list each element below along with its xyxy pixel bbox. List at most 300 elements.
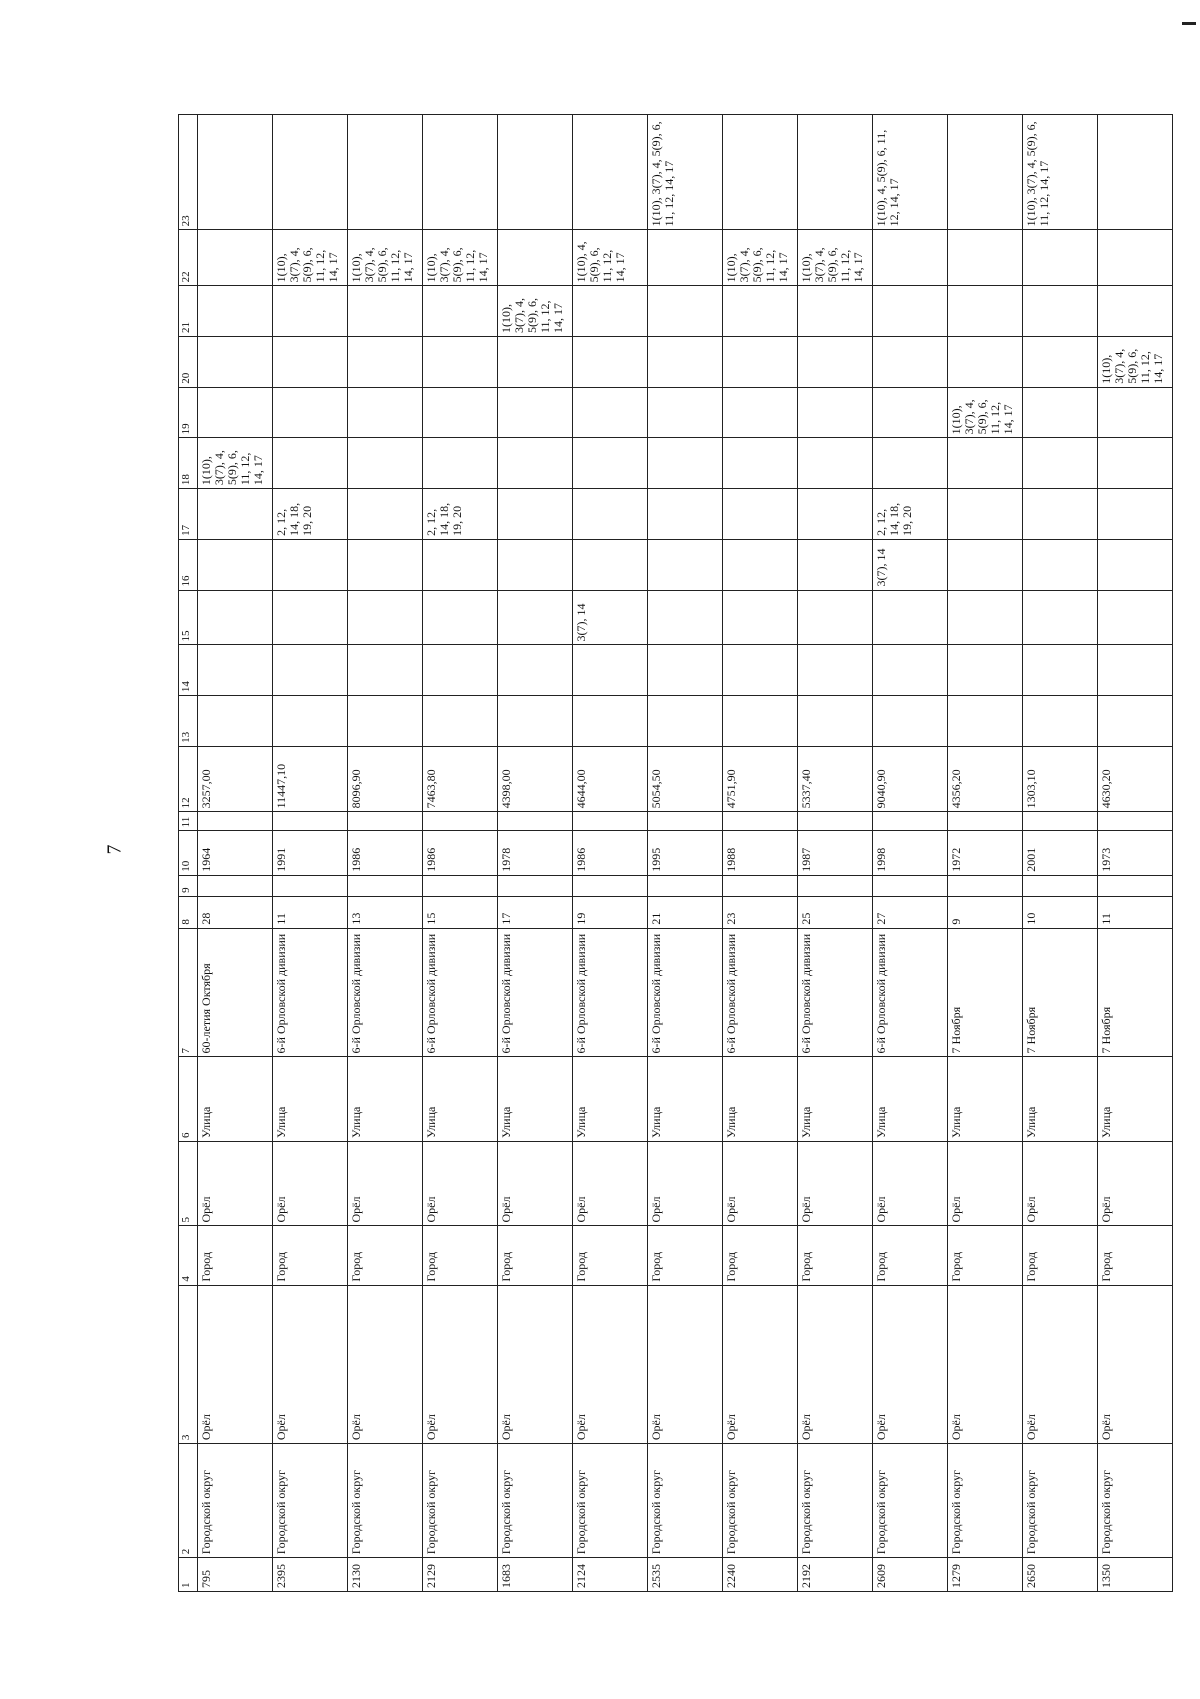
table-cell-col-19 — [1023, 387, 1098, 438]
table-cell-col-22: 1(10), 3(7), 4, 5(9), 6, 11, 12, 14, 17 — [348, 230, 423, 286]
table-cell-col-23 — [423, 115, 498, 230]
table-cell-col-5: Орёл — [1098, 1141, 1173, 1226]
table-cell-col-2: Городской округ — [198, 1444, 273, 1558]
table-cell-col-19 — [348, 387, 423, 438]
column-header-9: 9 — [179, 875, 198, 896]
table-cell-col-7: 6-й Орловской дивизии — [273, 928, 348, 1057]
table-row — [423, 115, 498, 1592]
table-cell-col-13 — [798, 696, 873, 747]
table-cell-col-22 — [1098, 230, 1173, 286]
table-cell-col-21 — [348, 286, 423, 337]
column-header-16: 16 — [179, 539, 198, 590]
table-cell-col-22 — [648, 230, 723, 286]
table-cell-col-11 — [573, 812, 648, 831]
table-cell-col-3: Орёл — [873, 1285, 948, 1443]
register-table — [178, 114, 1173, 1592]
table-cell-col-7: 6-й Орловской дивизии — [648, 928, 723, 1057]
table-cell-col-5: Орёл — [273, 1141, 348, 1226]
table-cell-col-18 — [1098, 438, 1173, 489]
table-cell-col-9 — [723, 875, 798, 896]
table-cell-col-6: Улица — [423, 1057, 498, 1142]
table-cell-col-15: 3(7), 14 — [573, 590, 648, 645]
column-header-3: 3 — [179, 1285, 198, 1443]
table-cell-col-16 — [1023, 539, 1098, 590]
table-cell-col-21 — [798, 286, 873, 337]
column-header-12: 12 — [179, 746, 198, 812]
table-cell-col-2: Городской округ — [1098, 1444, 1173, 1558]
table-cell-col-1: 2650 — [1023, 1558, 1098, 1592]
column-header-21: 21 — [179, 286, 198, 337]
table-cell-col-1: 2130 — [348, 1558, 423, 1592]
table-cell-col-8: 10 — [1023, 896, 1098, 928]
table-cell-col-9 — [648, 875, 723, 896]
table-cell-col-22 — [1023, 230, 1098, 286]
table-cell-col-15 — [948, 590, 1023, 645]
column-header-17: 17 — [179, 489, 198, 540]
table-cell-col-19 — [198, 387, 273, 438]
table-cell-col-23 — [948, 115, 1023, 230]
table-cell-col-22: 1(10), 3(7), 4, 5(9), 6, 11, 12, 14, 17 — [273, 230, 348, 286]
table-cell-col-10: 2001 — [1023, 831, 1098, 875]
table-cell-col-17: 2, 12, 14, 18, 19, 20 — [873, 489, 948, 540]
table-cell-col-4: Город — [273, 1226, 348, 1285]
table-cell-col-20 — [798, 337, 873, 388]
table-cell-col-12: 4356,20 — [948, 746, 1023, 812]
table-cell-col-12: 4644,00 — [573, 746, 648, 812]
table-cell-col-2: Городской округ — [348, 1444, 423, 1558]
table-cell-col-7: 7 Ноября — [1023, 928, 1098, 1057]
table-cell-col-12: 5337,40 — [798, 746, 873, 812]
table-cell-col-21 — [1023, 286, 1098, 337]
table-cell-col-6: Улица — [1023, 1057, 1098, 1142]
table-cell-col-1: 1350 — [1098, 1558, 1173, 1592]
table-row — [1098, 115, 1173, 1592]
table-cell-col-23 — [573, 115, 648, 230]
table-cell-col-4: Город — [198, 1226, 273, 1285]
table-row — [873, 115, 948, 1592]
table-cell-col-7: 6-й Орловской дивизии — [798, 928, 873, 1057]
table-cell-col-7: 6-й Орловской дивизии — [348, 928, 423, 1057]
table-cell-col-16 — [1098, 539, 1173, 590]
table-cell-col-21 — [723, 286, 798, 337]
table-cell-col-6: Улица — [798, 1057, 873, 1142]
table-cell-col-13 — [423, 696, 498, 747]
table-cell-col-14 — [573, 645, 648, 696]
table-cell-col-5: Орёл — [423, 1141, 498, 1226]
table-cell-col-5: Орёл — [573, 1141, 648, 1226]
table-cell-col-6: Улица — [648, 1057, 723, 1142]
table-cell-col-5: Орёл — [198, 1141, 273, 1226]
table-cell-col-4: Город — [498, 1226, 573, 1285]
table-cell-col-23: 1(10), 3(7), 4, 5(9), 6, 11, 12, 14, 17 — [648, 115, 723, 230]
table-cell-col-9 — [1023, 875, 1098, 896]
table-cell-col-16 — [948, 539, 1023, 590]
table-cell-col-21 — [648, 286, 723, 337]
table-cell-col-2: Городской округ — [573, 1444, 648, 1558]
table-cell-col-5: Орёл — [723, 1141, 798, 1226]
table-cell-col-14 — [873, 645, 948, 696]
table-cell-col-11 — [873, 812, 948, 831]
table-cell-col-20 — [873, 337, 948, 388]
table-cell-col-20: 1(10), 3(7), 4, 5(9), 6, 11, 12, 14, 17 — [1098, 337, 1173, 388]
table-cell-col-22 — [948, 230, 1023, 286]
table-cell-col-8: 15 — [423, 896, 498, 928]
table-cell-col-13 — [1023, 696, 1098, 747]
table-cell-col-12: 4630,20 — [1098, 746, 1173, 812]
table-cell-col-6: Улица — [573, 1057, 648, 1142]
table-cell-col-9 — [798, 875, 873, 896]
scan-edge-mark — [1182, 22, 1196, 25]
table-cell-col-10: 1964 — [198, 831, 273, 875]
table-cell-col-1: 2240 — [723, 1558, 798, 1592]
table-cell-col-9 — [348, 875, 423, 896]
column-header-19: 19 — [179, 387, 198, 438]
table-cell-col-1: 2609 — [873, 1558, 948, 1592]
table-cell-col-17 — [648, 489, 723, 540]
table-cell-col-13 — [498, 696, 573, 747]
page-number: 7 — [103, 844, 126, 855]
table-cell-col-23 — [798, 115, 873, 230]
table-cell-col-16 — [348, 539, 423, 590]
table-cell-col-14 — [498, 645, 573, 696]
table-cell-col-15 — [348, 590, 423, 645]
table-cell-col-12: 7463,80 — [423, 746, 498, 812]
table-cell-col-7: 6-й Орловской дивизии — [873, 928, 948, 1057]
table-cell-col-17 — [348, 489, 423, 540]
table-cell-col-23 — [498, 115, 573, 230]
table-cell-col-6: Улица — [348, 1057, 423, 1142]
table-cell-col-13 — [873, 696, 948, 747]
table-cell-col-14 — [648, 645, 723, 696]
table-cell-col-15 — [798, 590, 873, 645]
table-cell-col-14 — [423, 645, 498, 696]
table-cell-col-21 — [948, 286, 1023, 337]
table-cell-col-15 — [273, 590, 348, 645]
table-cell-col-5: Орёл — [873, 1141, 948, 1226]
table-cell-col-17 — [1098, 489, 1173, 540]
table-cell-col-14 — [798, 645, 873, 696]
table-cell-col-23 — [723, 115, 798, 230]
table-cell-col-4: Город — [723, 1226, 798, 1285]
table-cell-col-10: 1972 — [948, 831, 1023, 875]
table-cell-col-22: 1(10), 3(7), 4, 5(9), 6, 11, 12, 14, 17 — [423, 230, 498, 286]
table-cell-col-13 — [723, 696, 798, 747]
table-cell-col-13 — [273, 696, 348, 747]
table-header-row — [179, 115, 198, 1592]
column-header-18: 18 — [179, 438, 198, 489]
table-cell-col-14 — [273, 645, 348, 696]
table-cell-col-6: Улица — [198, 1057, 273, 1142]
table-cell-col-3: Орёл — [723, 1285, 798, 1443]
table-cell-col-17 — [198, 489, 273, 540]
table-cell-col-3: Орёл — [348, 1285, 423, 1443]
table-cell-col-16 — [423, 539, 498, 590]
table-cell-col-9 — [873, 875, 948, 896]
table-cell-col-8: 25 — [798, 896, 873, 928]
table-cell-col-15 — [198, 590, 273, 645]
table-cell-col-14 — [723, 645, 798, 696]
table-cell-col-19 — [498, 387, 573, 438]
table-cell-col-23 — [273, 115, 348, 230]
column-header-1: 1 — [179, 1558, 198, 1592]
table-cell-col-23 — [1098, 115, 1173, 230]
table-cell-col-11 — [948, 812, 1023, 831]
table-cell-col-20 — [723, 337, 798, 388]
table-cell-col-5: Орёл — [1023, 1141, 1098, 1226]
column-header-4: 4 — [179, 1226, 198, 1285]
table-cell-col-2: Городской округ — [273, 1444, 348, 1558]
table-cell-col-3: Орёл — [948, 1285, 1023, 1443]
table-row — [348, 115, 423, 1592]
table-cell-col-22 — [198, 230, 273, 286]
table-cell-col-17: 2, 12, 14, 18, 19, 20 — [423, 489, 498, 540]
table-cell-col-18 — [498, 438, 573, 489]
table-cell-col-12: 1303,10 — [1023, 746, 1098, 812]
table-cell-col-8: 17 — [498, 896, 573, 928]
table-cell-col-2: Городской округ — [423, 1444, 498, 1558]
table-cell-col-9 — [273, 875, 348, 896]
table-cell-col-15 — [873, 590, 948, 645]
table-cell-col-2: Городской округ — [948, 1444, 1023, 1558]
table-cell-col-5: Орёл — [648, 1141, 723, 1226]
table-cell-col-16 — [198, 539, 273, 590]
table-cell-col-4: Город — [1098, 1226, 1173, 1285]
table-row — [198, 115, 273, 1592]
table-cell-col-6: Улица — [1098, 1057, 1173, 1142]
table-cell-col-18 — [273, 438, 348, 489]
table-cell-col-12: 4398,00 — [498, 746, 573, 812]
table-cell-col-19: 1(10), 3(7), 4, 5(9), 6, 11, 12, 14, 17 — [948, 387, 1023, 438]
table-cell-col-21: 1(10), 3(7), 4, 5(9), 6, 11, 12, 14, 17 — [498, 286, 573, 337]
table-cell-col-3: Орёл — [1098, 1285, 1173, 1443]
table-cell-col-20 — [198, 337, 273, 388]
table-row — [798, 115, 873, 1592]
table-cell-col-16 — [573, 539, 648, 590]
table-cell-col-22: 1(10), 3(7), 4, 5(9), 6, 11, 12, 14, 17 — [798, 230, 873, 286]
table-cell-col-2: Городской округ — [723, 1444, 798, 1558]
table-cell-col-7: 6-й Орловской дивизии — [573, 928, 648, 1057]
table-cell-col-4: Город — [948, 1226, 1023, 1285]
column-header-8: 8 — [179, 896, 198, 928]
table-cell-col-6: Улица — [873, 1057, 948, 1142]
table-cell-col-21 — [423, 286, 498, 337]
table-cell-col-18 — [648, 438, 723, 489]
table-cell-col-17: 2, 12, 14, 18, 19, 20 — [273, 489, 348, 540]
column-header-5: 5 — [179, 1141, 198, 1226]
table-cell-col-23 — [348, 115, 423, 230]
table-cell-col-23 — [198, 115, 273, 230]
table-cell-col-15 — [423, 590, 498, 645]
table-cell-col-18 — [423, 438, 498, 489]
column-header-13: 13 — [179, 696, 198, 747]
table-cell-col-8: 11 — [1098, 896, 1173, 928]
table-cell-col-20 — [423, 337, 498, 388]
table-cell-col-1: 2129 — [423, 1558, 498, 1592]
table-cell-col-16 — [273, 539, 348, 590]
table-cell-col-11 — [723, 812, 798, 831]
table-cell-col-10: 1991 — [273, 831, 348, 875]
table-cell-col-20 — [348, 337, 423, 388]
table-cell-col-9 — [498, 875, 573, 896]
table-cell-col-21 — [273, 286, 348, 337]
table-cell-col-19 — [648, 387, 723, 438]
table-cell-col-21 — [198, 286, 273, 337]
table-cell-col-19 — [798, 387, 873, 438]
table-cell-col-13 — [348, 696, 423, 747]
table-cell-col-16 — [798, 539, 873, 590]
table-cell-col-21 — [1098, 286, 1173, 337]
table-cell-col-20 — [948, 337, 1023, 388]
table-cell-col-7: 7 Ноября — [1098, 928, 1173, 1057]
table-cell-col-19 — [723, 387, 798, 438]
table-cell-col-18 — [1023, 438, 1098, 489]
table-cell-col-12: 8096,90 — [348, 746, 423, 812]
table-cell-col-1: 2395 — [273, 1558, 348, 1592]
table-row — [498, 115, 573, 1592]
table-cell-col-2: Городской округ — [648, 1444, 723, 1558]
table-cell-col-3: Орёл — [498, 1285, 573, 1443]
table-cell-col-22: 1(10), 4, 5(9), 6, 11, 12, 14, 17 — [573, 230, 648, 286]
table-cell-col-20 — [648, 337, 723, 388]
table-cell-col-19 — [423, 387, 498, 438]
table-cell-col-6: Улица — [498, 1057, 573, 1142]
table-cell-col-11 — [423, 812, 498, 831]
table-cell-col-8: 11 — [273, 896, 348, 928]
table-cell-col-18 — [873, 438, 948, 489]
table-cell-col-13 — [573, 696, 648, 747]
table-cell-col-10: 1986 — [423, 831, 498, 875]
column-header-10: 10 — [179, 831, 198, 875]
table-cell-col-6: Улица — [273, 1057, 348, 1142]
table-cell-col-1: 2124 — [573, 1558, 648, 1592]
table-cell-col-17 — [498, 489, 573, 540]
table-row — [948, 115, 1023, 1592]
table-cell-col-11 — [798, 812, 873, 831]
table-cell-col-16 — [648, 539, 723, 590]
table-cell-col-4: Город — [573, 1226, 648, 1285]
table-row — [723, 115, 798, 1592]
table-cell-col-15 — [1023, 590, 1098, 645]
column-header-20: 20 — [179, 337, 198, 388]
column-header-6: 6 — [179, 1057, 198, 1142]
column-header-7: 7 — [179, 928, 198, 1057]
table-cell-col-19 — [573, 387, 648, 438]
table-cell-col-15 — [723, 590, 798, 645]
table-cell-col-1: 1279 — [948, 1558, 1023, 1592]
table-row — [573, 115, 648, 1592]
table-cell-col-2: Городской округ — [873, 1444, 948, 1558]
table-cell-col-11 — [498, 812, 573, 831]
table-cell-col-20 — [498, 337, 573, 388]
table-cell-col-10: 1987 — [798, 831, 873, 875]
table-cell-col-16 — [723, 539, 798, 590]
table-cell-col-8: 28 — [198, 896, 273, 928]
table-cell-col-17 — [1023, 489, 1098, 540]
column-header-23: 23 — [179, 115, 198, 230]
table-cell-col-13 — [198, 696, 273, 747]
table-cell-col-9 — [198, 875, 273, 896]
table-cell-col-9 — [423, 875, 498, 896]
table-cell-col-6: Улица — [948, 1057, 1023, 1142]
table-cell-col-9 — [948, 875, 1023, 896]
table-cell-col-19 — [273, 387, 348, 438]
table-row — [1023, 115, 1098, 1592]
table-cell-col-11 — [198, 812, 273, 831]
table-cell-col-8: 19 — [573, 896, 648, 928]
table-cell-col-10: 1986 — [348, 831, 423, 875]
table-cell-col-16 — [498, 539, 573, 590]
table-cell-col-14 — [948, 645, 1023, 696]
table-cell-col-16: 3(7), 14 — [873, 539, 948, 590]
table-cell-col-17 — [573, 489, 648, 540]
table-cell-col-1: 795 — [198, 1558, 273, 1592]
column-header-2: 2 — [179, 1444, 198, 1558]
table-cell-col-3: Орёл — [423, 1285, 498, 1443]
table-cell-col-23: 1(10), 3(7), 4, 5(9), 6, 11, 12, 14, 17 — [1023, 115, 1098, 230]
rotated-table-sheet — [178, 114, 1165, 1592]
table-cell-col-2: Городской округ — [498, 1444, 573, 1558]
table-cell-col-21 — [573, 286, 648, 337]
table-cell-col-12: 11447,10 — [273, 746, 348, 812]
table-cell-col-8: 9 — [948, 896, 1023, 928]
table-cell-col-4: Город — [348, 1226, 423, 1285]
table-cell-col-3: Орёл — [648, 1285, 723, 1443]
column-header-15: 15 — [179, 590, 198, 645]
table-cell-col-3: Орёл — [798, 1285, 873, 1443]
table-cell-col-8: 21 — [648, 896, 723, 928]
table-cell-col-18 — [723, 438, 798, 489]
table-cell-col-7: 60-летия Октября — [198, 928, 273, 1057]
table-cell-col-10: 1986 — [573, 831, 648, 875]
table-cell-col-5: Орёл — [948, 1141, 1023, 1226]
table-cell-col-7: 7 Ноября — [948, 928, 1023, 1057]
table-cell-col-18 — [948, 438, 1023, 489]
table-cell-col-1: 2535 — [648, 1558, 723, 1592]
table-cell-col-22 — [873, 230, 948, 286]
table-cell-col-18 — [573, 438, 648, 489]
table-cell-col-14 — [1023, 645, 1098, 696]
table-cell-col-13 — [948, 696, 1023, 747]
column-header-11: 11 — [179, 812, 198, 831]
table-cell-col-14 — [198, 645, 273, 696]
table-cell-col-15 — [498, 590, 573, 645]
table-cell-col-10: 1973 — [1098, 831, 1173, 875]
table-row — [648, 115, 723, 1592]
table-cell-col-6: Улица — [723, 1057, 798, 1142]
table-cell-col-8: 23 — [723, 896, 798, 928]
table-cell-col-7: 6-й Орловской дивизии — [498, 928, 573, 1057]
column-header-14: 14 — [179, 645, 198, 696]
table-cell-col-4: Город — [798, 1226, 873, 1285]
table-cell-col-4: Город — [423, 1226, 498, 1285]
table-cell-col-13 — [1098, 696, 1173, 747]
table-cell-col-17 — [723, 489, 798, 540]
table-cell-col-2: Городской округ — [1023, 1444, 1098, 1558]
table-cell-col-17 — [948, 489, 1023, 540]
table-cell-col-5: Орёл — [798, 1141, 873, 1226]
table-cell-col-10: 1995 — [648, 831, 723, 875]
table-cell-col-4: Город — [1023, 1226, 1098, 1285]
table-cell-col-13 — [648, 696, 723, 747]
table-cell-col-21 — [873, 286, 948, 337]
table-cell-col-11 — [348, 812, 423, 831]
table-cell-col-1: 2192 — [798, 1558, 873, 1592]
table-cell-col-22 — [498, 230, 573, 286]
table-cell-col-11 — [273, 812, 348, 831]
table-cell-col-3: Орёл — [1023, 1285, 1098, 1443]
table-cell-col-11 — [1098, 812, 1173, 831]
table-cell-col-7: 6-й Орловской дивизии — [423, 928, 498, 1057]
